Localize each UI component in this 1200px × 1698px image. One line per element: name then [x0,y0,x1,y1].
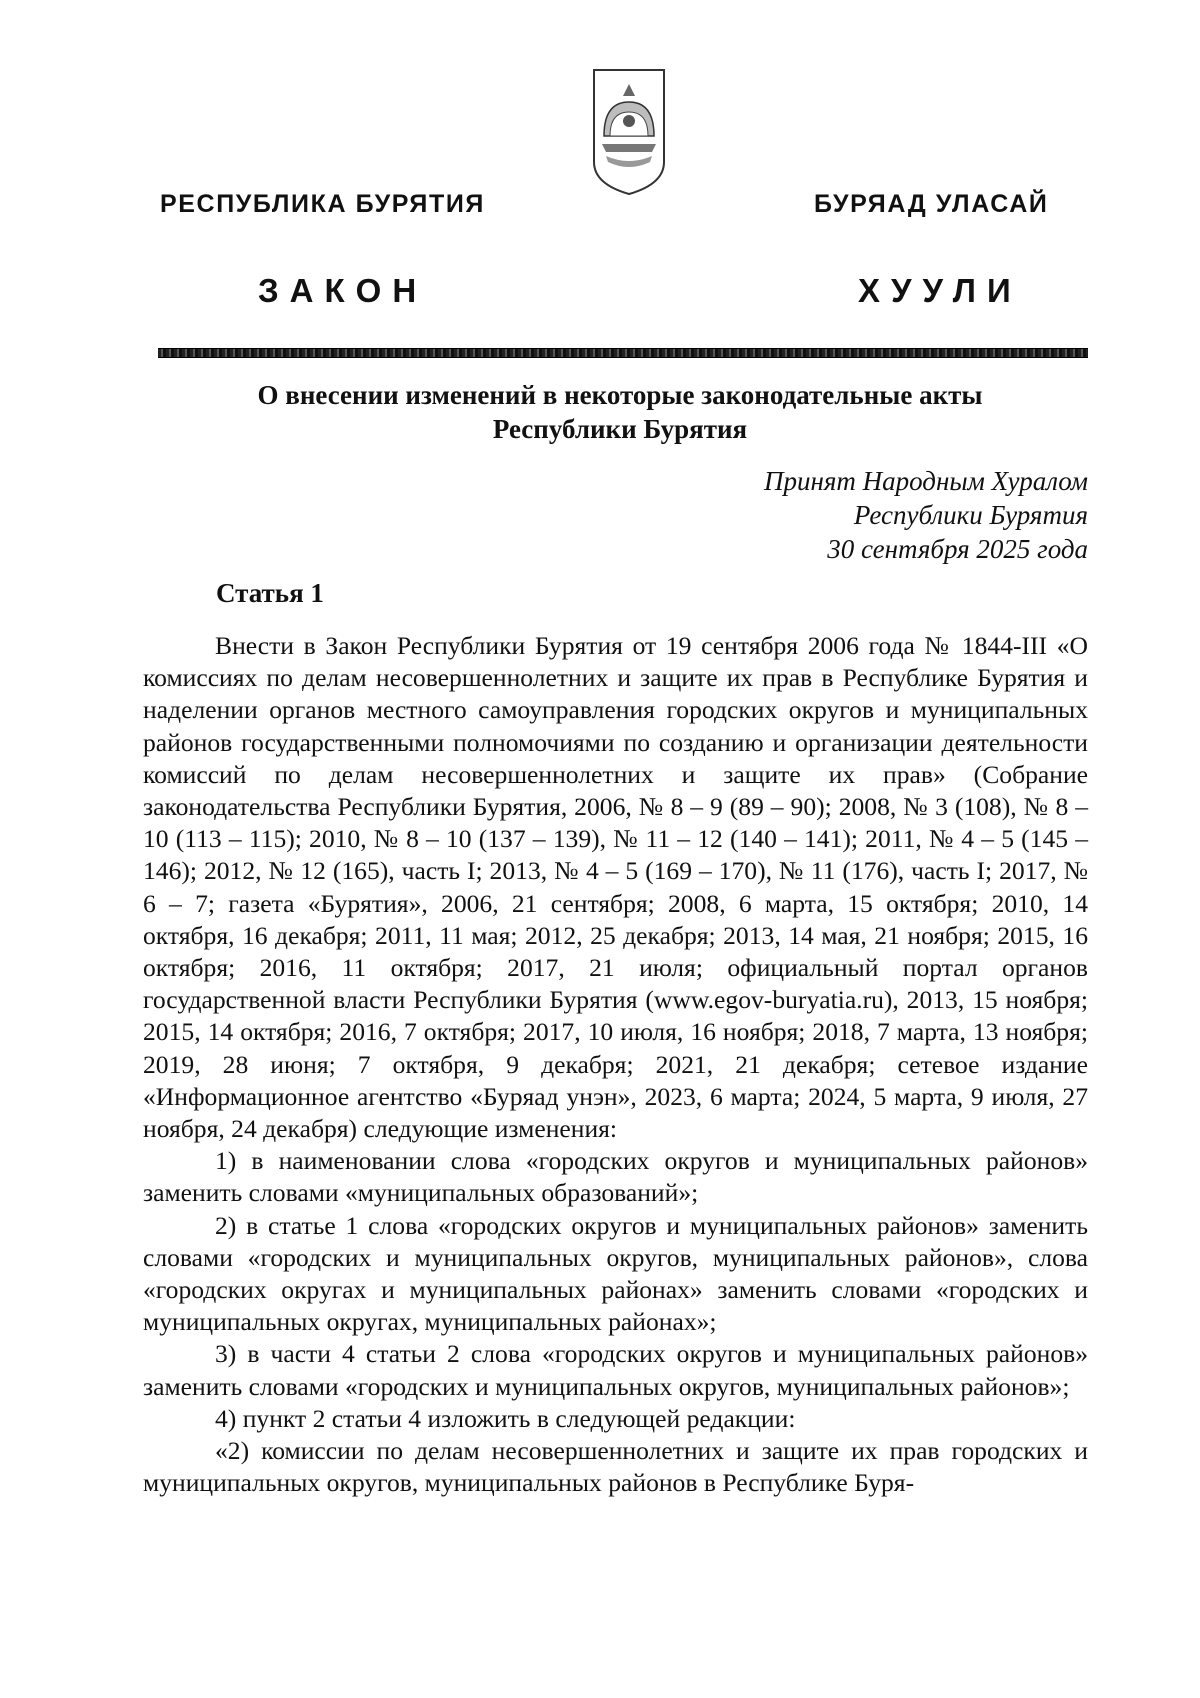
article-heading: Статья 1 [216,578,324,608]
article-paragraph: 1) в наименовании слова «городских округов и муниципальных районов» заменить словами «муниципальных образований»; [143,1146,1088,1208]
law-label-bur: ХУУЛИ [858,272,1022,309]
adoption-line-1: Принят Народным Хуралом [763,466,1088,496]
header-republic-ru: РЕСПУБЛИКА БУРЯТИЯ [160,190,485,218]
header-republic-bur: БУРЯАД УЛАСАЙ [814,190,1049,218]
article-paragraph: «2) комиссии по делам несовершеннолетних и защите их прав городских и муниципальных округов, муниципальных районов в Республике Буря- [143,1436,1088,1498]
header-divider [158,348,1088,358]
document-title [150,378,1090,446]
title-line-2: Республики Бурятия [492,414,748,444]
coat-of-arms-icon [590,66,668,198]
adoption-note [764,464,1088,566]
article-paragraph: Внести в Закон Республики Бурятия от 19 сентября 2006 года № 1844-III «О комиссиях по делам несовершеннолетних и защите их прав в Республике Бурятия и наделении органов местного самоуправления городских округов и муниципальных районов государственными полномочиями по созданию и организации деятельности комиссий по делам несовершеннолетних и защите их прав» (Собрание законодательства Республики Бурятия, 2006, № 8 – 9 (89 – 90); 2008, № 3 (108), № 8 – 10 (113 – 115); 2010, № 8 – 10 (137 – 139), № 11 – 12 (140 – 141); 2011, № 4 – 5 (145 – 146); 2012, № 12 (165), часть I; 2013, № 4 – 5 (169 – 170), № 11 (176), часть I; 2017, № 6 – 7; газета «Бурятия», 2006, 21 сентября; 2008, 6 марта, 15 октября; 2010, 14 октября, 16 декабря; 2011, 11 мая; 2012, 25 декабря; 2013, 14 мая, 21 ноября; 2015, 16 октября; 2016, 11 октября; 2017, 21 июля; официальный портал органов государственной власти Республики Бурятия (www.egov-buryatia.ru), 2013, 15 ноября; 2015, 14 октября; 2016, 7 октября; 2017, 10 июля, 16 ноября; 2018, 7 марта, 13 ноября; 2019, 28 июня; 7 октября, 9 декабря; 2021, 21 декабря; сетевое издание «Информационное агентство «Буряад унэн», 2023, 6 марта; 2024, 5 марта, 9 июля, 27 ноября, 24 декабря) следующие изменения: [143,631,1088,1144]
law-label-ru: ЗАКОН [258,272,428,309]
article-paragraph: 2) в статье 1 слова «городских округов и муниципальных районов» заменить словами «городских и муниципальных округов, муниципальных районов», слова «городских округах и муниципальных районах» заменить словами «городских и муниципальных округах, муниципальных районах»; [143,1210,1088,1337]
article-paragraph: 4) пункт 2 статьи 4 изложить в следующей редакции: [215,1403,796,1433]
adoption-line-2: Республики Бурятия [853,500,1088,530]
article-paragraph: 3) в части 4 статьи 2 слова «городских округов и муниципальных районов» заменить словами «городских и муниципальных округов, муниципальных районов»; [143,1339,1088,1401]
article-body [143,630,1088,1499]
title-line-1: О внесении изменений в некоторые законодательные акты [257,380,983,410]
adoption-line-3: 30 сентября 2025 года [827,534,1088,564]
